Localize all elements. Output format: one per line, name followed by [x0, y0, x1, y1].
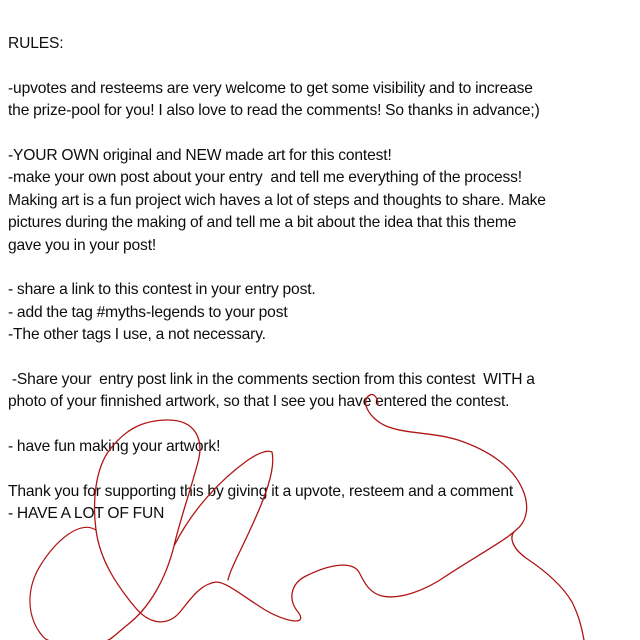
rule-line: -Share your entry post link in the comments section from this contest WITH a — [8, 370, 535, 388]
rule-line: -The other tags I use, a not necessary. — [8, 326, 266, 344]
rule-line: gave you in your post! — [8, 236, 157, 254]
blank-line — [8, 55, 636, 77]
rule-line: Making art is a fun project wich haves a lot of steps and thoughts to share. Make — [8, 191, 546, 209]
blank-line — [8, 257, 636, 279]
rule-line: - add the tag #myths-legends to your post — [8, 303, 288, 321]
rule-line: pictures during the making of and tell me a bit about the idea that this theme — [8, 214, 517, 232]
rule-line: -make your own post about your entry and tell me everything of the process! — [8, 169, 522, 187]
blank-line — [8, 414, 636, 436]
rules-text-block — [8, 33, 636, 526]
blank-line — [8, 458, 636, 480]
rule-line: -upvotes and resteems are very welcome to get some visibility and to increase — [8, 79, 533, 97]
rule-line: - share a link to this contest in your entry post. — [8, 281, 316, 299]
rule-line: the prize-pool for you! I also love to read the comments! So thanks in advance;) — [8, 102, 540, 120]
blank-line — [8, 123, 636, 145]
blank-line — [8, 346, 636, 368]
rule-line: - have fun making your artwork! — [8, 438, 221, 456]
rule-line: Thank you for supporting this by giving it a upvote, resteem and a comment — [8, 482, 514, 500]
rule-line: -YOUR OWN original and NEW made art for this contest! — [8, 146, 392, 164]
rule-line: photo of your finnished artwork, so that I see you have entered the contest. — [8, 393, 510, 411]
rules-heading: RULES: — [8, 35, 64, 52]
red-string-tail — [30, 527, 96, 640]
closing-line: - HAVE A LOT OF FUN — [8, 505, 165, 523]
